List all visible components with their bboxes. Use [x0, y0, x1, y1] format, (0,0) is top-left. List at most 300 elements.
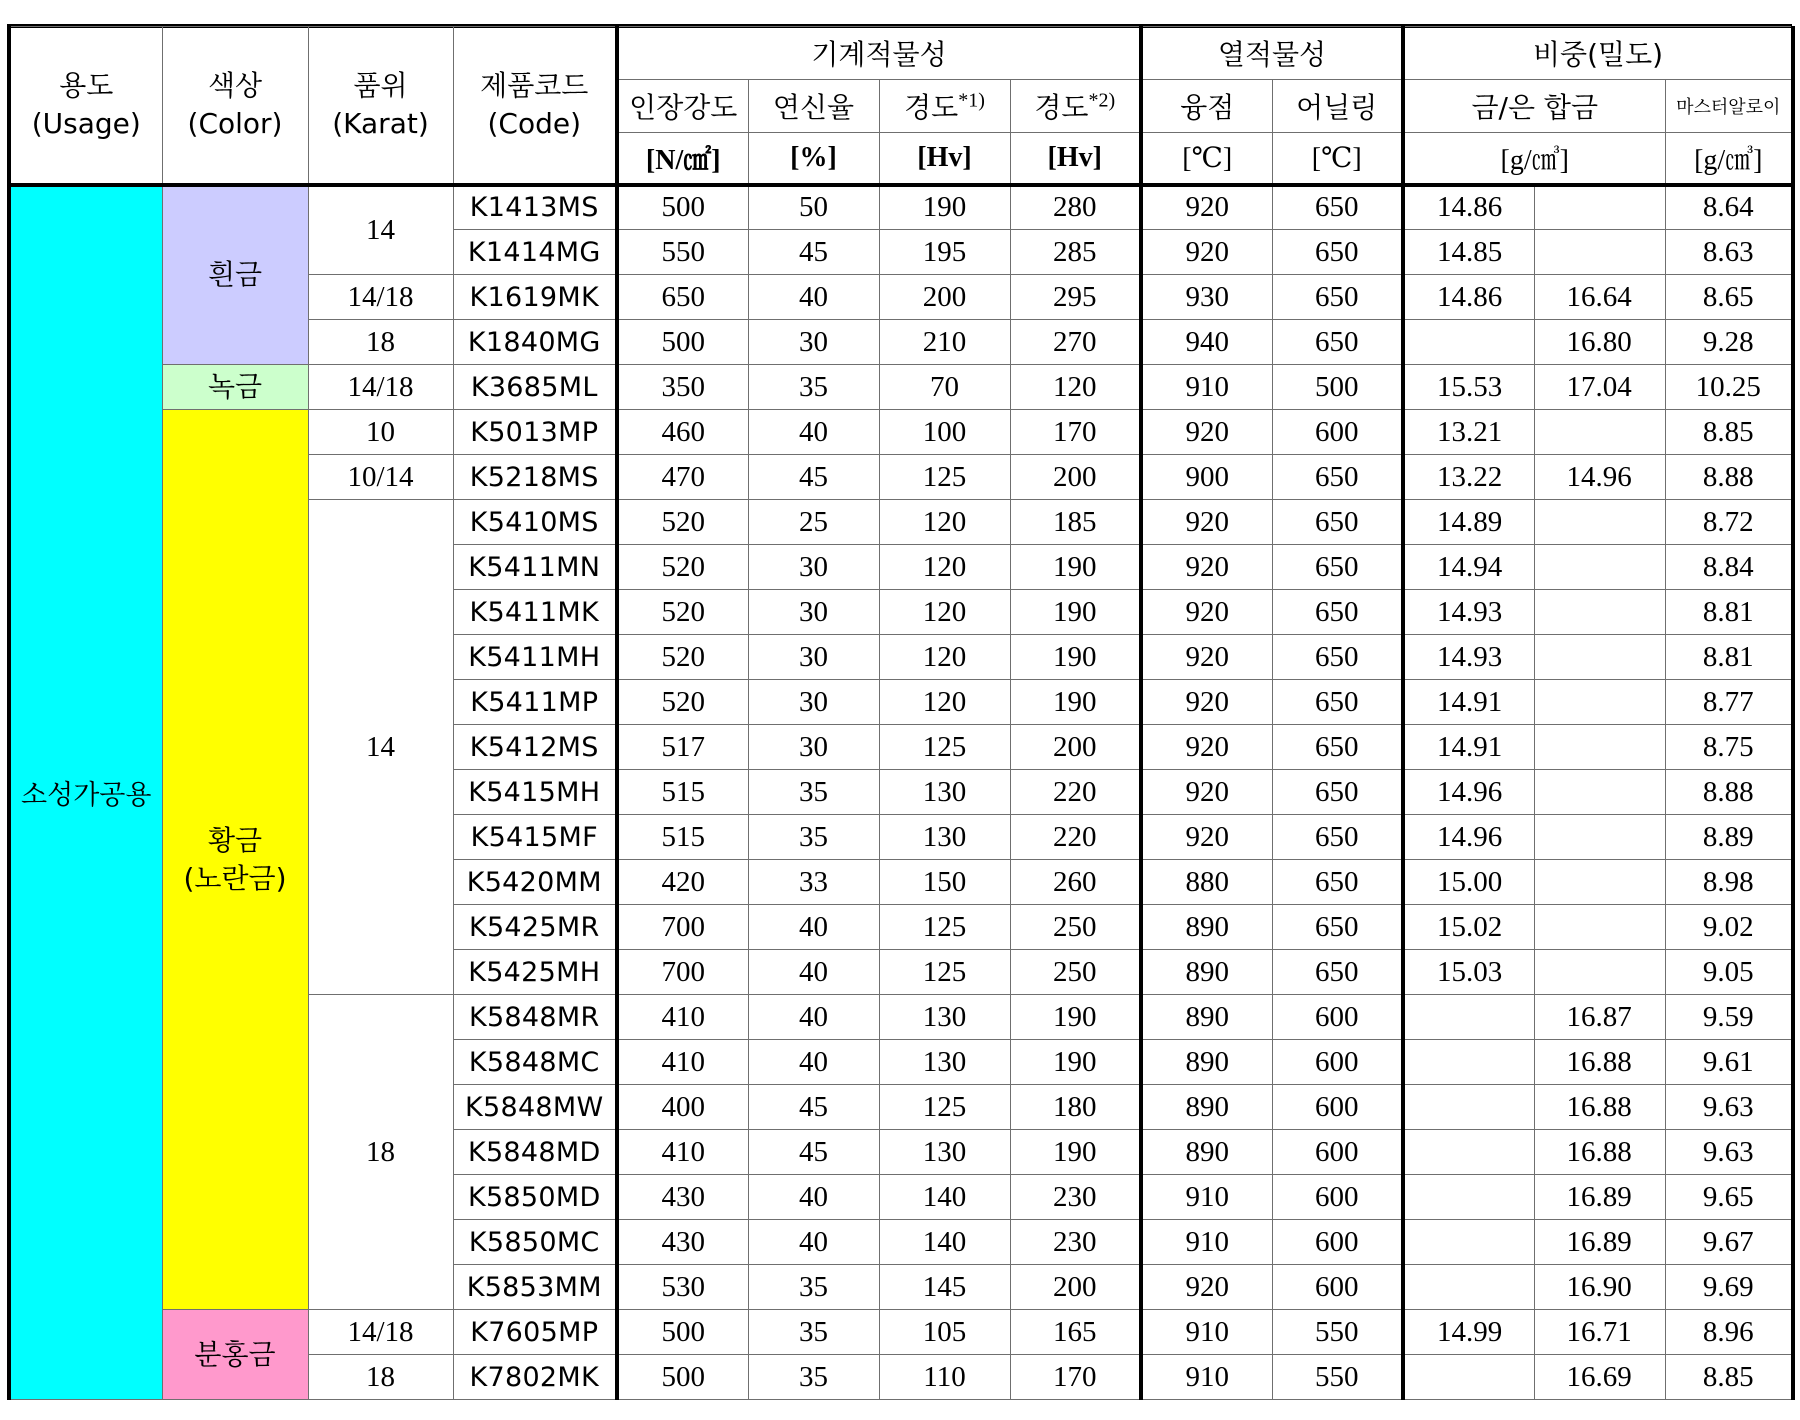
- color-pink-gold: [162, 1310, 308, 1400]
- melting-cell: 920: [1141, 410, 1272, 455]
- code-header: 제품코드 (Code): [453, 27, 617, 185]
- gold-alloy-density-cell: [1403, 1355, 1534, 1400]
- annealing-cell: 600: [1272, 1040, 1403, 1085]
- density-header: 비중(밀도): [1403, 27, 1793, 80]
- gold-alloy-density-cell: 14.96: [1403, 815, 1534, 860]
- hardness2-cell: 190: [1010, 680, 1141, 725]
- melting-cell: 890: [1141, 1130, 1272, 1175]
- color-label: 녹금: [207, 370, 263, 403]
- master-alloy-density-cell: 8.81: [1665, 590, 1793, 635]
- annealing-cell: 650: [1272, 545, 1403, 590]
- tensile-cell: 500: [617, 185, 748, 230]
- product-code-cell: K1414MG: [453, 230, 617, 275]
- silver-alloy-density-cell: [1534, 410, 1665, 455]
- unit-annealing: [℃]: [1272, 133, 1403, 185]
- product-code-cell: K1840MG: [453, 320, 617, 365]
- hardness2-cell: 180: [1010, 1085, 1141, 1130]
- hardness2-cell: 120: [1010, 365, 1141, 410]
- silver-alloy-density-cell: 16.89: [1534, 1220, 1665, 1265]
- gold-alloy-density-cell: [1403, 1175, 1534, 1220]
- elongation-cell: 30: [748, 320, 879, 365]
- product-code-cell: K5848MC: [453, 1040, 617, 1085]
- master-alloy-density-cell: 9.02: [1665, 905, 1793, 950]
- silver-alloy-density-cell: [1534, 185, 1665, 230]
- annealing-cell: 650: [1272, 950, 1403, 995]
- gold-alloy-density-cell: 15.02: [1403, 905, 1534, 950]
- annealing-cell: 550: [1272, 1310, 1403, 1355]
- product-code-cell: K7802MK: [453, 1355, 617, 1400]
- product-code-cell: K5848MR: [453, 995, 617, 1040]
- annealing-cell: 650: [1272, 860, 1403, 905]
- product-code-cell: K5848MW: [453, 1085, 617, 1130]
- gold-alloy-density-cell: 14.96: [1403, 770, 1534, 815]
- color-green-gold: [162, 365, 308, 410]
- karat-header: 품위 (Karat): [308, 27, 453, 185]
- master-alloy-density-cell: 8.96: [1665, 1310, 1793, 1355]
- hardness1-cell: 110: [879, 1355, 1010, 1400]
- hardness1-cell: 120: [879, 635, 1010, 680]
- gold-alloy-density-cell: 15.00: [1403, 860, 1534, 905]
- annealing-cell: 500: [1272, 365, 1403, 410]
- elongation-cell: 30: [748, 545, 879, 590]
- elongation-cell: 50: [748, 185, 879, 230]
- karat-cell: 14/18: [308, 275, 453, 320]
- silver-alloy-density-cell: [1534, 860, 1665, 905]
- master-alloy-density-cell: 8.75: [1665, 725, 1793, 770]
- gold-alloy-density-cell: 14.99: [1403, 1310, 1534, 1355]
- gold-alloy-density-cell: 14.85: [1403, 230, 1534, 275]
- product-code-cell: K5411MP: [453, 680, 617, 725]
- annealing-cell: 650: [1272, 455, 1403, 500]
- hardness1-cell: 130: [879, 995, 1010, 1040]
- hardness2-cell: 220: [1010, 770, 1141, 815]
- silver-alloy-density-cell: [1534, 770, 1665, 815]
- annealing-cell: 650: [1272, 500, 1403, 545]
- table-row: [9, 410, 1793, 455]
- master-alloy-density-cell: 8.72: [1665, 500, 1793, 545]
- tensile-cell: 520: [617, 635, 748, 680]
- annealing-cell: 650: [1272, 185, 1403, 230]
- silver-alloy-density-cell: 16.87: [1534, 995, 1665, 1040]
- color-label: (노란금): [183, 861, 287, 895]
- gold-alloy-density-cell: 13.21: [1403, 410, 1534, 455]
- hardness2-cell: 190: [1010, 995, 1141, 1040]
- karat-cell: 14: [308, 500, 453, 995]
- product-code-cell: K5425MR: [453, 905, 617, 950]
- gold-alloy-density-cell: 14.94: [1403, 545, 1534, 590]
- product-code-cell: K3685ML: [453, 365, 617, 410]
- melting-cell: 910: [1141, 1355, 1272, 1400]
- silver-alloy-density-cell: 17.04: [1534, 365, 1665, 410]
- silver-alloy-density-cell: [1534, 230, 1665, 275]
- tensile-cell: 500: [617, 320, 748, 365]
- melting-cell: 890: [1141, 950, 1272, 995]
- product-code-cell: K5218MS: [453, 455, 617, 500]
- tensile-cell: 410: [617, 1130, 748, 1175]
- master-alloy-density-cell: 8.85: [1665, 410, 1793, 455]
- unit-tensile: [N/㎠]: [617, 133, 748, 185]
- color-header: 색상 (Color): [162, 27, 308, 185]
- elongation-cell: 40: [748, 410, 879, 455]
- master-alloy-density-cell: 8.65: [1665, 275, 1793, 320]
- hardness1-cell: 200: [879, 275, 1010, 320]
- hardness2-header: 경도$^{*2)}$: [1010, 80, 1141, 133]
- hardness1-cell: 190: [879, 185, 1010, 230]
- annealing-cell: 600: [1272, 1220, 1403, 1265]
- melting-cell: 890: [1141, 905, 1272, 950]
- tensile-cell: 410: [617, 995, 748, 1040]
- silver-alloy-density-cell: [1534, 545, 1665, 590]
- gold-alloy-density-cell: 15.53: [1403, 365, 1534, 410]
- hardness1-cell: 140: [879, 1220, 1010, 1265]
- gold-alloy-density-cell: 15.03: [1403, 950, 1534, 995]
- silver-alloy-density-cell: [1534, 680, 1665, 725]
- hardness1-cell: 130: [879, 815, 1010, 860]
- annealing-cell: 650: [1272, 770, 1403, 815]
- color-label: 분홍금: [194, 1337, 276, 1371]
- tensile-cell: 530: [617, 1265, 748, 1310]
- hardness1-cell: 130: [879, 1040, 1010, 1085]
- product-code-cell: K5410MS: [453, 500, 617, 545]
- product-code-cell: K5848MD: [453, 1130, 617, 1175]
- unit-hardness2: [Hv]: [1010, 133, 1141, 185]
- hardness1-cell: 125: [879, 455, 1010, 500]
- gold-alloy-density-cell: [1403, 1265, 1534, 1310]
- elongation-cell: 40: [748, 1175, 879, 1220]
- hardness2-cell: 260: [1010, 860, 1141, 905]
- hardness1-cell: 130: [879, 1130, 1010, 1175]
- hardness1-cell: 125: [879, 950, 1010, 995]
- melting-cell: 920: [1141, 230, 1272, 275]
- tensile-cell: 520: [617, 590, 748, 635]
- elongation-cell: 35: [748, 770, 879, 815]
- tensile-cell: 550: [617, 230, 748, 275]
- product-code-cell: K5411MN: [453, 545, 617, 590]
- hardness1-cell: 195: [879, 230, 1010, 275]
- tensile-header: 인장강도: [617, 80, 748, 133]
- unit-master-alloy: [g/㎤]: [1665, 133, 1793, 185]
- annealing-header: 어닐링: [1272, 80, 1403, 133]
- color-label: 흰금: [207, 258, 263, 292]
- unit-elongation: [%]: [748, 133, 879, 185]
- melting-cell: 930: [1141, 275, 1272, 320]
- hardness1-header: 경도$^{*1)}$: [879, 80, 1010, 133]
- hardness1-cell: 120: [879, 500, 1010, 545]
- master-alloy-header: 마스터알로이: [1665, 80, 1793, 133]
- hardness2-cell: 170: [1010, 1355, 1141, 1400]
- melting-cell: 880: [1141, 860, 1272, 905]
- annealing-cell: 650: [1272, 905, 1403, 950]
- hardness1-cell: 150: [879, 860, 1010, 905]
- annealing-cell: 600: [1272, 1175, 1403, 1220]
- master-alloy-density-cell: 9.63: [1665, 1130, 1793, 1175]
- elongation-cell: 45: [748, 230, 879, 275]
- hardness1-cell: 120: [879, 545, 1010, 590]
- annealing-cell: 650: [1272, 320, 1403, 365]
- gold-alloy-density-cell: [1403, 320, 1534, 365]
- melting-cell: 920: [1141, 815, 1272, 860]
- elongation-cell: 40: [748, 905, 879, 950]
- silver-alloy-density-cell: 16.80: [1534, 320, 1665, 365]
- elongation-cell: 35: [748, 1310, 879, 1355]
- melting-cell: 920: [1141, 725, 1272, 770]
- elongation-cell: 40: [748, 1040, 879, 1085]
- hardness2-cell: 185: [1010, 500, 1141, 545]
- master-alloy-density-cell: 8.81: [1665, 635, 1793, 680]
- silver-alloy-density-cell: 16.88: [1534, 1040, 1665, 1085]
- table-row: [9, 1310, 1793, 1355]
- annealing-cell: 650: [1272, 230, 1403, 275]
- elongation-cell: 30: [748, 590, 879, 635]
- master-alloy-density-cell: 9.65: [1665, 1175, 1793, 1220]
- hardness1-cell: 130: [879, 770, 1010, 815]
- hardness2-cell: 190: [1010, 635, 1141, 680]
- product-code-cell: K5420MM: [453, 860, 617, 905]
- karat-cell: 14: [308, 185, 453, 275]
- annealing-cell: 600: [1272, 1085, 1403, 1130]
- hardness1-cell: 125: [879, 905, 1010, 950]
- elongation-cell: 45: [748, 455, 879, 500]
- melting-cell: 910: [1141, 1175, 1272, 1220]
- product-code-cell: K5411MK: [453, 590, 617, 635]
- melting-header: 융점: [1141, 80, 1272, 133]
- alloy-spec-table: [7, 26, 1795, 1400]
- tensile-cell: 460: [617, 410, 748, 455]
- melting-cell: 920: [1141, 770, 1272, 815]
- annealing-cell: 550: [1272, 1355, 1403, 1400]
- product-code-cell: K5412MS: [453, 725, 617, 770]
- gold-alloy-density-cell: 14.91: [1403, 680, 1534, 725]
- gold-alloy-density-cell: 14.93: [1403, 590, 1534, 635]
- silver-alloy-density-cell: [1534, 635, 1665, 680]
- melting-cell: 920: [1141, 1265, 1272, 1310]
- hardness1-cell: 125: [879, 725, 1010, 770]
- hardness2-cell: 190: [1010, 1130, 1141, 1175]
- hardness1-cell: 210: [879, 320, 1010, 365]
- tensile-cell: 410: [617, 1040, 748, 1085]
- hardness2-cell: 190: [1010, 1040, 1141, 1085]
- tensile-cell: 515: [617, 815, 748, 860]
- master-alloy-density-cell: 8.84: [1665, 545, 1793, 590]
- hardness1-cell: 105: [879, 1310, 1010, 1355]
- elongation-cell: 35: [748, 1265, 879, 1310]
- karat-cell: 10/14: [308, 455, 453, 500]
- elongation-cell: 30: [748, 680, 879, 725]
- hardness2-cell: 170: [1010, 410, 1141, 455]
- silver-alloy-density-cell: [1534, 590, 1665, 635]
- annealing-cell: 650: [1272, 590, 1403, 635]
- melting-cell: 920: [1141, 185, 1272, 230]
- hardness2-cell: 220: [1010, 815, 1141, 860]
- table-body: [9, 185, 1793, 1400]
- melting-cell: 920: [1141, 635, 1272, 680]
- hardness1-cell: 120: [879, 590, 1010, 635]
- hardness2-cell: 285: [1010, 230, 1141, 275]
- master-alloy-density-cell: 8.85: [1665, 1355, 1793, 1400]
- table-row: [9, 365, 1793, 410]
- hardness2-cell: 250: [1010, 950, 1141, 995]
- product-code-cell: K5411MH: [453, 635, 617, 680]
- elongation-cell: 45: [748, 1130, 879, 1175]
- product-code-cell: K5850MD: [453, 1175, 617, 1220]
- master-alloy-density-cell: 9.63: [1665, 1085, 1793, 1130]
- melting-cell: 890: [1141, 1085, 1272, 1130]
- mechanical-header: 기계적물성: [617, 27, 1141, 80]
- elongation-header: 연신율: [748, 80, 879, 133]
- gold-alloy-density-cell: 14.89: [1403, 500, 1534, 545]
- master-alloy-density-cell: 8.89: [1665, 815, 1793, 860]
- tensile-cell: 430: [617, 1220, 748, 1265]
- annealing-cell: 650: [1272, 725, 1403, 770]
- melting-cell: 920: [1141, 680, 1272, 725]
- elongation-cell: 33: [748, 860, 879, 905]
- silver-alloy-density-cell: [1534, 815, 1665, 860]
- annealing-cell: 650: [1272, 635, 1403, 680]
- gold-alloy-density-cell: [1403, 1130, 1534, 1175]
- product-code-cell: K5425MH: [453, 950, 617, 995]
- product-code-cell: K1619MK: [453, 275, 617, 320]
- annealing-cell: 650: [1272, 680, 1403, 725]
- elongation-cell: 45: [748, 1085, 879, 1130]
- silver-alloy-density-cell: 16.88: [1534, 1130, 1665, 1175]
- tensile-cell: 700: [617, 905, 748, 950]
- karat-cell: 10: [308, 410, 453, 455]
- unit-melting: [℃]: [1141, 133, 1272, 185]
- hardness2-cell: 280: [1010, 185, 1141, 230]
- karat-cell: 18: [308, 320, 453, 365]
- elongation-cell: 40: [748, 995, 879, 1040]
- unit-gold-silver: [g/㎤]: [1403, 133, 1665, 185]
- thermal-header: 열적물성: [1141, 27, 1403, 80]
- master-alloy-density-cell: 9.67: [1665, 1220, 1793, 1265]
- tensile-cell: 500: [617, 1310, 748, 1355]
- product-code-cell: K5415MH: [453, 770, 617, 815]
- melting-cell: 920: [1141, 590, 1272, 635]
- melting-cell: 890: [1141, 995, 1272, 1040]
- hardness2-cell: 295: [1010, 275, 1141, 320]
- silver-alloy-density-cell: 16.88: [1534, 1085, 1665, 1130]
- gold-alloy-density-cell: 14.86: [1403, 275, 1534, 320]
- tensile-cell: 520: [617, 500, 748, 545]
- silver-alloy-density-cell: 16.89: [1534, 1175, 1665, 1220]
- tensile-cell: 500: [617, 1355, 748, 1400]
- melting-cell: 920: [1141, 500, 1272, 545]
- karat-cell: 14/18: [308, 365, 453, 410]
- master-alloy-density-cell: 9.05: [1665, 950, 1793, 995]
- karat-cell: 14/18: [308, 1310, 453, 1355]
- annealing-cell: 600: [1272, 410, 1403, 455]
- tensile-cell: 420: [617, 860, 748, 905]
- hardness2-cell: 165: [1010, 1310, 1141, 1355]
- annealing-cell: 600: [1272, 1130, 1403, 1175]
- melting-cell: 910: [1141, 1220, 1272, 1265]
- karat-cell: 18: [308, 1355, 453, 1400]
- hardness2-cell: 190: [1010, 545, 1141, 590]
- tensile-cell: 517: [617, 725, 748, 770]
- silver-alloy-density-cell: [1534, 500, 1665, 545]
- gold-alloy-density-cell: [1403, 1085, 1534, 1130]
- hardness2-cell: 230: [1010, 1220, 1141, 1265]
- annealing-cell: 650: [1272, 275, 1403, 320]
- melting-cell: 910: [1141, 1310, 1272, 1355]
- tensile-cell: 515: [617, 770, 748, 815]
- elongation-cell: 40: [748, 1220, 879, 1265]
- silver-alloy-density-cell: 16.71: [1534, 1310, 1665, 1355]
- elongation-cell: 30: [748, 635, 879, 680]
- hardness2-cell: 200: [1010, 455, 1141, 500]
- silver-alloy-density-cell: 16.69: [1534, 1355, 1665, 1400]
- hardness1-cell: 125: [879, 1085, 1010, 1130]
- master-alloy-density-cell: 8.63: [1665, 230, 1793, 275]
- annealing-cell: 600: [1272, 1265, 1403, 1310]
- melting-cell: 890: [1141, 1040, 1272, 1085]
- tensile-cell: 650: [617, 275, 748, 320]
- hardness1-cell: 120: [879, 680, 1010, 725]
- master-alloy-density-cell: 8.64: [1665, 185, 1793, 230]
- master-alloy-density-cell: 8.77: [1665, 680, 1793, 725]
- usage-header: 용도 (Usage): [9, 27, 162, 185]
- tensile-cell: 520: [617, 680, 748, 725]
- annealing-cell: 600: [1272, 995, 1403, 1040]
- gold-alloy-density-cell: 14.86: [1403, 185, 1534, 230]
- elongation-cell: 40: [748, 950, 879, 995]
- product-code-cell: K7605MP: [453, 1310, 617, 1355]
- elongation-cell: 30: [748, 725, 879, 770]
- hardness2-cell: 250: [1010, 905, 1141, 950]
- color-label: 황금: [207, 823, 263, 857]
- master-alloy-density-cell: 8.88: [1665, 455, 1793, 500]
- melting-cell: 900: [1141, 455, 1272, 500]
- silver-alloy-density-cell: [1534, 950, 1665, 995]
- tensile-cell: 430: [617, 1175, 748, 1220]
- elongation-cell: 25: [748, 500, 879, 545]
- elongation-cell: 35: [748, 815, 879, 860]
- master-alloy-density-cell: 9.28: [1665, 320, 1793, 365]
- gold-alloy-density-cell: [1403, 1040, 1534, 1085]
- gold-alloy-density-cell: 14.93: [1403, 635, 1534, 680]
- hardness2-cell: 200: [1010, 1265, 1141, 1310]
- color-white-gold: [162, 185, 308, 365]
- tensile-cell: 350: [617, 365, 748, 410]
- unit-hardness1: [Hv]: [879, 133, 1010, 185]
- elongation-cell: 35: [748, 1355, 879, 1400]
- silver-alloy-density-cell: [1534, 725, 1665, 770]
- silver-alloy-density-cell: [1534, 905, 1665, 950]
- usage-cell: 소성가공용: [9, 185, 162, 1400]
- hardness2-cell: 200: [1010, 725, 1141, 770]
- gold-alloy-density-cell: 13.22: [1403, 455, 1534, 500]
- product-code-cell: K5415MF: [453, 815, 617, 860]
- hardness1-cell: 145: [879, 1265, 1010, 1310]
- karat-cell: 18: [308, 995, 453, 1310]
- gold-alloy-density-cell: [1403, 1220, 1534, 1265]
- master-alloy-density-cell: 9.69: [1665, 1265, 1793, 1310]
- product-code-cell: K1413MS: [453, 185, 617, 230]
- gold-alloy-density-cell: 14.91: [1403, 725, 1534, 770]
- hardness2-cell: 230: [1010, 1175, 1141, 1220]
- hardness2-cell: 270: [1010, 320, 1141, 365]
- silver-alloy-density-cell: 14.96: [1534, 455, 1665, 500]
- elongation-cell: 40: [748, 275, 879, 320]
- product-code-cell: K5013MP: [453, 410, 617, 455]
- product-code-cell: K5850MC: [453, 1220, 617, 1265]
- melting-cell: 910: [1141, 365, 1272, 410]
- color-yellow-gold: [162, 410, 308, 1310]
- gold-silver-alloy-header: 금/은 합금: [1403, 80, 1665, 133]
- master-alloy-density-cell: 9.59: [1665, 995, 1793, 1040]
- silver-alloy-density-cell: 16.90: [1534, 1265, 1665, 1310]
- master-alloy-density-cell: 9.61: [1665, 1040, 1793, 1085]
